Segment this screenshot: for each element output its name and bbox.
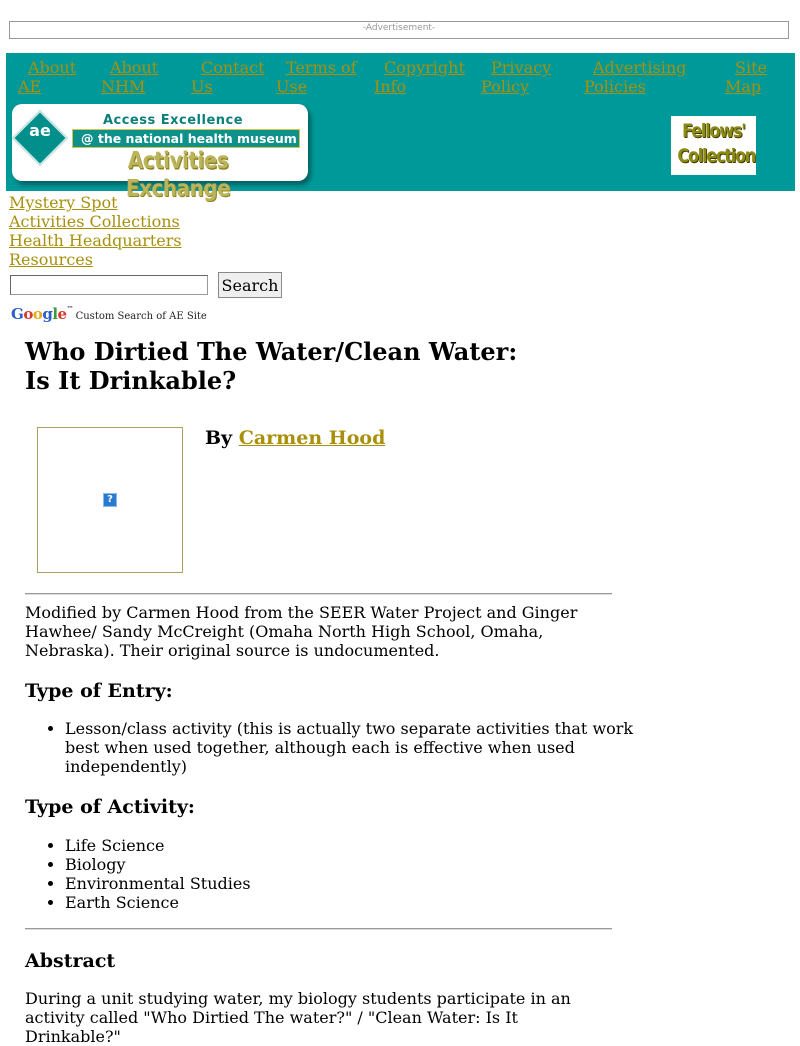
- top-nav: [6, 58, 795, 98]
- list-item: • Earth Science: [65, 893, 655, 912]
- nav-label: Info: [374, 77, 407, 96]
- type-of-activity-list: [25, 836, 655, 912]
- credit-text: Modified by Carmen Hood from the SEER Water Project and Ginger Hawhee/ Sandy McCreight (Omaha North High School, Omaha, Nebraska). Their original source is undocumented.: [25, 603, 578, 660]
- nav-label: About: [110, 58, 159, 77]
- logo-mark: ae: [29, 121, 51, 140]
- type-of-entry-list: [25, 719, 655, 776]
- list-item: • Life Science: [65, 836, 655, 855]
- google-letter: o: [23, 305, 33, 323]
- by-label: By: [205, 427, 239, 449]
- logo-title: Access Excellence: [102, 113, 244, 128]
- google-letter: G: [11, 305, 24, 323]
- nav-label: Copyright: [384, 58, 465, 77]
- nav-label: Use: [276, 77, 308, 96]
- ae-logo-icon: [12, 110, 69, 167]
- advertisement-label: -Advertisement-: [362, 23, 436, 33]
- nav-label: Advertising: [593, 58, 687, 77]
- type-of-activity-heading: Type of Activity:: [25, 796, 195, 818]
- nav-contact-us[interactable]: [191, 58, 265, 96]
- nav-label: NHM: [101, 77, 146, 96]
- nav-label: Policy: [481, 77, 529, 96]
- nav-label: Privacy: [491, 58, 552, 77]
- google-logo: [11, 305, 67, 323]
- advertisement-banner[interactable]: [9, 21, 789, 39]
- nav-privacy-policy[interactable]: [481, 58, 551, 96]
- abstract-heading: Abstract: [25, 950, 116, 972]
- google-custom-search-caption: [11, 305, 207, 323]
- nav-label: Site: [735, 58, 767, 77]
- nav-label: AE: [18, 77, 42, 96]
- activities-exchange-logo[interactable]: [12, 104, 308, 202]
- google-letter: e: [57, 305, 67, 323]
- list-item: • Biology: [65, 855, 655, 874]
- search-caption: Custom Search of AE Site: [75, 311, 207, 322]
- nav-advertising-policies[interactable]: [584, 58, 686, 96]
- nav-label: Policies: [584, 77, 646, 96]
- nav-terms-of-use[interactable]: [276, 58, 357, 96]
- nav-label: Terms of: [286, 58, 357, 77]
- search-button[interactable]: Search: [218, 272, 282, 298]
- author-link[interactable]: Carmen Hood: [238, 427, 386, 449]
- nav-about-nhm[interactable]: [101, 58, 158, 96]
- nav-activities-collections[interactable]: Activities Collections: [9, 212, 180, 231]
- author-photo: [37, 427, 183, 573]
- abstract-text: During a unit studying water, my biology students participate in an activity called "Who Dirtied The water?" / "Clean Water: Is It Drinkable?": [25, 989, 571, 1046]
- section-nav: [9, 193, 182, 269]
- google-letter: g: [42, 305, 53, 323]
- fellows-line1: Fellows': [682, 120, 745, 142]
- list-item: • Lesson/class activity (this is actually two separate activities that work best when used together, although each is effective when used independently): [65, 719, 655, 776]
- nav-label: Map: [725, 77, 762, 96]
- trademark: ™: [66, 305, 74, 313]
- nav-copyright-info[interactable]: [374, 58, 465, 96]
- nav-label: Us: [191, 77, 213, 96]
- logo-section-name: Activities Exchange: [125, 146, 231, 202]
- nav-health-headquarters[interactable]: Health Headquarters: [9, 231, 182, 250]
- page-title: [25, 337, 625, 395]
- google-letter: l: [52, 305, 58, 323]
- type-of-entry-heading: Type of Entry:: [25, 680, 173, 702]
- nav-site-map[interactable]: [725, 58, 767, 96]
- site-header: [6, 53, 795, 202]
- google-letter: o: [32, 305, 43, 323]
- fellows-line2: Collection: [677, 145, 756, 167]
- divider: [25, 928, 612, 930]
- search-input[interactable]: [10, 275, 208, 295]
- list-item: • Environmental Studies: [65, 874, 655, 893]
- nav-label: Contact: [201, 58, 265, 77]
- nav-label: About: [28, 58, 77, 77]
- divider: [25, 593, 612, 595]
- logo-subtitle: @ the national health museum: [72, 129, 300, 148]
- fellows-collection-badge[interactable]: [671, 116, 756, 175]
- nav-resources[interactable]: Resources: [9, 250, 93, 269]
- byline: [205, 427, 385, 449]
- title-line2: Is It Drinkable?: [25, 366, 237, 395]
- broken-image-icon: ?: [103, 493, 117, 507]
- title-line1: Who Dirtied The Water/Clean Water:: [25, 337, 518, 366]
- nav-mystery-spot[interactable]: Mystery Spot: [9, 193, 118, 212]
- nav-about-ae[interactable]: [18, 58, 76, 96]
